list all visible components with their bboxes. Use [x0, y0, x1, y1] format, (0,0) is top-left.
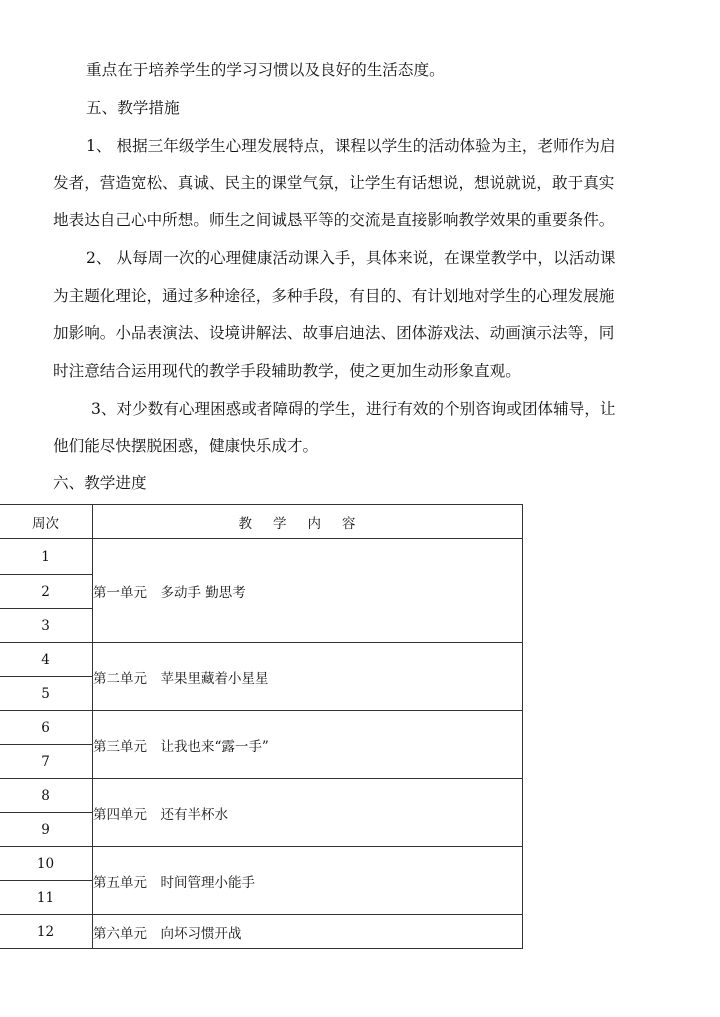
table-row	[0, 915, 523, 949]
paragraph-line: 重点在于培养学生的学习习惯以及良好的生活态度。	[86, 61, 445, 79]
week-cell: 1	[0, 539, 93, 575]
unit-cell: 第六单元 向坏习惯开战	[93, 915, 523, 949]
paragraph-line: 2、 从每周一次的心理健康活动课入手，具体来说，在课堂教学中，以活动课	[86, 249, 616, 267]
paragraph-line: 为主题化理论，通过多种途径，多种手段，有目的、有计划地对学生的心理发展施	[53, 287, 615, 305]
table-row	[0, 847, 523, 881]
header-content: 教学内容	[93, 505, 523, 539]
week-cell: 7	[0, 745, 93, 779]
week-cell: 11	[0, 881, 93, 915]
week-cell: 10	[0, 847, 93, 881]
unit-cell: 第四单元 还有半杯水	[93, 779, 523, 847]
table-header-row	[0, 505, 523, 539]
schedule-table	[0, 504, 523, 949]
week-cell: 9	[0, 813, 93, 847]
week-cell: 3	[0, 609, 93, 643]
week-cell: 4	[0, 643, 93, 677]
paragraph-line: 时注意结合运用现代的教学手段辅助教学，使之更加生动形象直观。	[53, 362, 521, 380]
unit-cell: 第三单元 让我也来“露一手”	[93, 711, 523, 779]
week-cell: 6	[0, 711, 93, 745]
section-heading-measures: 五、教学措施	[86, 99, 180, 117]
unit-cell: 第二单元 苹果里藏着小星星	[93, 643, 523, 711]
paragraph-line: 3、对少数有心理困惑或者障碍的学生，进行有效的个别咨询或团体辅导，让	[91, 400, 616, 418]
paragraph-line: 1、 根据三年级学生心理发展特点，课程以学生的活动体验为主，老师作为启	[86, 137, 616, 155]
header-week: 周次	[0, 505, 93, 539]
week-cell: 5	[0, 677, 93, 711]
paragraph-line: 加影响。小品表演法、设境讲解法、故事启迪法、团体游戏法、动画演示法等，同	[53, 324, 615, 342]
table-row	[0, 779, 523, 813]
paragraph-line: 他们能尽快摆脱困惑，健康快乐成才。	[53, 437, 319, 455]
paragraph-line: 发者，营造宽松、真诚、民主的课堂气氛，让学生有话想说，想说就说，敢于真实	[53, 174, 615, 192]
table-row	[0, 711, 523, 745]
paragraph-line: 地表达自己心中所想。师生之间诚恳平等的交流是直接影响教学效果的重要条件。	[53, 211, 615, 229]
table-row	[0, 643, 523, 677]
section-heading-schedule: 六、教学进度	[53, 474, 147, 492]
table-row	[0, 539, 523, 575]
week-cell: 2	[0, 575, 93, 609]
week-cell: 8	[0, 779, 93, 813]
unit-cell: 第一单元 多动手 勤思考	[93, 539, 523, 643]
week-cell: 12	[0, 915, 93, 949]
unit-cell: 第五单元 时间管理小能手	[93, 847, 523, 915]
